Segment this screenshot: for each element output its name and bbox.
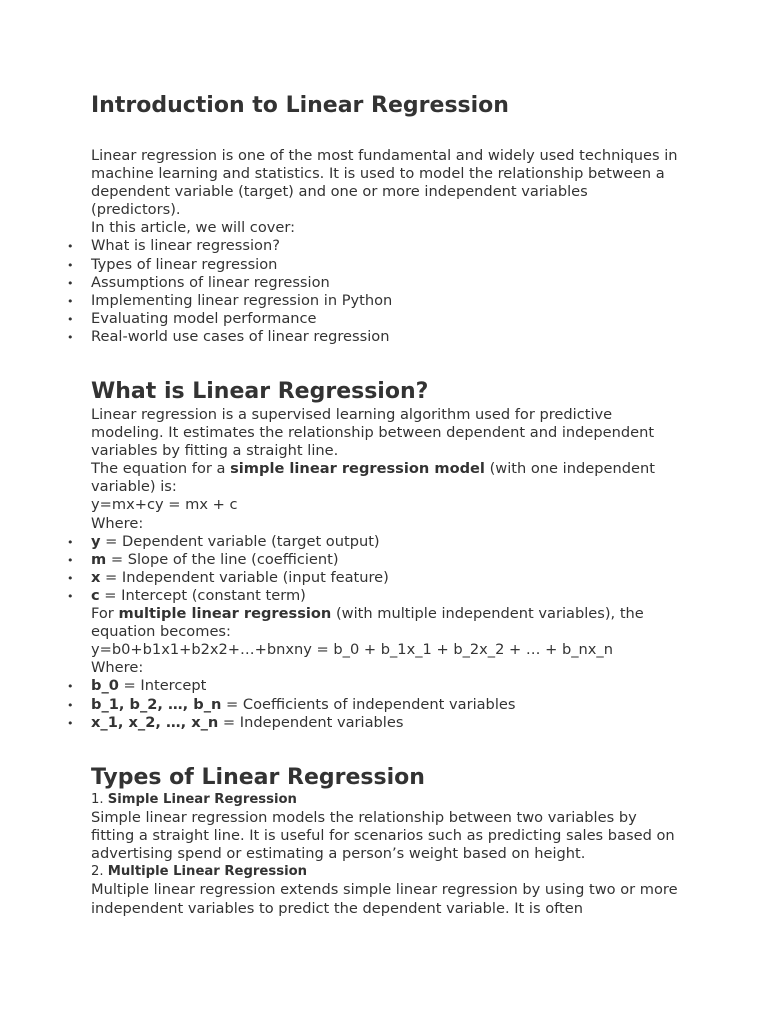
section-heading-types: Types of Linear Regression [91,765,425,790]
type-item-2-number: 2. [91,864,108,880]
list-item [91,587,681,605]
list-item: • Implementing linear regression in Python [91,292,681,310]
term: b_1, b_2, …, b_n [91,695,222,713]
equation-intro-post: (with one independent variable) is: [91,460,655,496]
type-item-1-title [91,791,681,809]
equation-intro-pre: The equation for a [91,460,231,478]
type-item-1-label: Simple Linear Regression [107,792,297,807]
list-item [91,551,681,569]
term-desc: = Independent variables [218,713,404,731]
where-label-2: Where: [91,659,144,677]
term: y [91,532,101,550]
list-item: • Real-world use cases of linear regression [91,328,681,346]
types-section [91,791,681,918]
list-item [91,696,681,714]
term: x_1, x_2, …, x_n [91,713,219,731]
list-item: • Evaluating model performance [91,310,681,328]
page-title: Introduction to Linear Regression [91,93,509,118]
equation-intro [91,460,681,496]
term-desc: = Dependent variable (target output) [100,532,380,550]
where-label: Where: [91,514,144,532]
type-item-2-label: Multiple Linear Regression [107,864,308,880]
list-item [91,677,681,695]
what-is-section [91,406,681,732]
type-item-1-text: Simple linear regression models the relationship between two variables by fitting a straight line. It is useful for scenarios such as predicting sales based on advertising spend or estimating a person’s weight based on height. [91,809,675,863]
intro-paragraph: Linear regression is one of the most fundamental and widely used techniques in machine learning and statistics. It is used to model the relationship between a dependent variable (target) and one or more independent variables (predictors). [91,147,678,219]
term-desc: = Intercept [118,677,207,695]
term: b_0 [91,677,119,695]
list-item [91,569,681,587]
term: c [91,586,100,604]
list-item [91,714,681,732]
list-item: • Types of linear regression [91,256,681,274]
list-item: • What is linear regression? [91,237,681,255]
simple-equation: y=mx+cy = mx + c [91,496,238,514]
multiple-intro-pre: For [91,605,119,623]
term-desc: = Coefficients of independent variables [221,695,516,713]
multiple-intro [91,605,681,641]
topics-list [91,237,681,346]
intro-section [91,147,681,346]
multiple-terms-list [91,677,681,731]
term-desc: = Independent variable (input feature) [100,568,389,586]
type-item-2-title [91,863,681,881]
simple-terms-list [91,533,681,605]
term: m [91,550,107,568]
what-is-paragraph: Linear regression is a supervised learning algorithm used for predictive modeling. It estimates the relationship between dependent and independent variables by fitting a straight line. [91,406,655,460]
equation-intro-bold: simple linear regression model [230,460,485,478]
type-item-2-text: Multiple linear regression extends simple linear regression by using two or more independent variables to predict the dependent variable. It is often [91,881,678,917]
multiple-equation: y=b0+b1x1+b2x2+…+bnxny = b_0 + b_1x_1 + b_2x_2 + … + b_nx_n [91,641,613,659]
term-desc: = Slope of the line (coefficient) [106,550,339,568]
list-item: • Assumptions of linear regression [91,274,681,292]
section-heading-what-is: What is Linear Regression? [91,379,429,404]
type-item-1-number: 1. [91,792,108,807]
multiple-intro-post: (with multiple independent variables), the equation becomes: [91,605,644,641]
list-item [91,533,681,551]
multiple-intro-bold: multiple linear regression [118,605,332,623]
cover-line: In this article, we will cover: [91,219,296,237]
term-desc: = Intercept (constant term) [99,586,306,604]
term: x [91,568,101,586]
